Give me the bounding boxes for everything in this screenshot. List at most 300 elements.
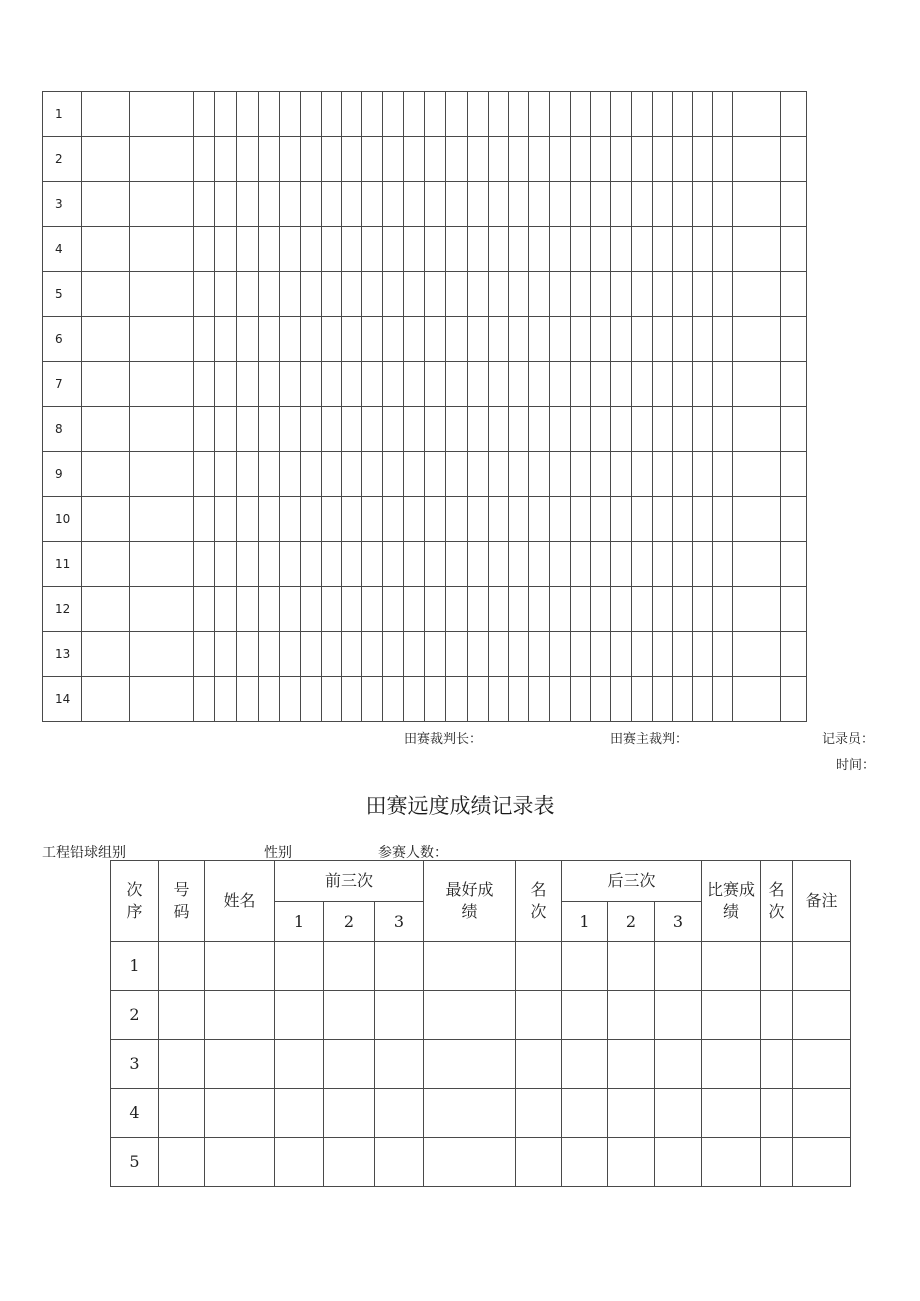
- record-cell[interactable]: [375, 1138, 424, 1187]
- record-cell[interactable]: [562, 1089, 608, 1138]
- grid-cell[interactable]: [468, 497, 489, 542]
- grid-cell[interactable]: [733, 182, 781, 227]
- grid-cell[interactable]: [673, 182, 693, 227]
- grid-cell[interactable]: [425, 362, 446, 407]
- grid-cell[interactable]: [550, 272, 571, 317]
- grid-cell[interactable]: [280, 407, 301, 452]
- grid-cell[interactable]: [611, 317, 632, 362]
- grid-cell[interactable]: [632, 182, 653, 227]
- grid-cell[interactable]: [130, 317, 194, 362]
- grid-cell[interactable]: [632, 272, 653, 317]
- record-cell[interactable]: [324, 942, 375, 991]
- record-cell[interactable]: [516, 991, 562, 1040]
- grid-cell[interactable]: [489, 407, 509, 452]
- record-cell[interactable]: [205, 991, 275, 1040]
- grid-cell[interactable]: [529, 452, 550, 497]
- record-cell[interactable]: [324, 1040, 375, 1089]
- grid-cell[interactable]: [342, 317, 362, 362]
- grid-cell[interactable]: [322, 362, 342, 407]
- grid-cell[interactable]: [713, 587, 733, 632]
- grid-cell[interactable]: [322, 677, 342, 722]
- grid-cell[interactable]: [591, 677, 611, 722]
- grid-cell[interactable]: [446, 497, 468, 542]
- grid-cell[interactable]: [693, 587, 713, 632]
- grid-cell[interactable]: [237, 182, 259, 227]
- grid-cell[interactable]: [550, 677, 571, 722]
- grid-cell[interactable]: [571, 542, 591, 587]
- grid-cell[interactable]: [383, 497, 404, 542]
- record-cell[interactable]: [793, 991, 851, 1040]
- grid-cell[interactable]: [425, 227, 446, 272]
- grid-cell[interactable]: [383, 542, 404, 587]
- grid-cell[interactable]: [342, 137, 362, 182]
- grid-cell[interactable]: [673, 272, 693, 317]
- record-cell[interactable]: [702, 991, 761, 1040]
- grid-cell[interactable]: [301, 407, 322, 452]
- grid-cell[interactable]: [693, 452, 713, 497]
- grid-cell[interactable]: [713, 227, 733, 272]
- grid-cell[interactable]: [280, 92, 301, 137]
- grid-cell[interactable]: [404, 137, 425, 182]
- grid-cell[interactable]: [82, 587, 130, 632]
- grid-cell[interactable]: [301, 272, 322, 317]
- grid-cell[interactable]: [529, 407, 550, 452]
- grid-cell[interactable]: [404, 407, 425, 452]
- grid-cell[interactable]: [611, 677, 632, 722]
- record-cell[interactable]: [324, 1138, 375, 1187]
- grid-cell[interactable]: [713, 182, 733, 227]
- grid-cell[interactable]: [591, 362, 611, 407]
- grid-cell[interactable]: [653, 137, 673, 182]
- grid-cell[interactable]: [237, 677, 259, 722]
- grid-cell[interactable]: [322, 587, 342, 632]
- grid-cell[interactable]: [130, 632, 194, 677]
- grid-cell[interactable]: [591, 227, 611, 272]
- grid-cell[interactable]: [383, 317, 404, 362]
- grid-cell[interactable]: [468, 632, 489, 677]
- grid-cell[interactable]: [383, 137, 404, 182]
- grid-cell[interactable]: [611, 497, 632, 542]
- grid-cell[interactable]: [215, 272, 237, 317]
- grid-cell[interactable]: [280, 587, 301, 632]
- grid-cell[interactable]: [733, 317, 781, 362]
- grid-cell[interactable]: [383, 272, 404, 317]
- grid-cell[interactable]: [632, 92, 653, 137]
- grid-cell[interactable]: [733, 137, 781, 182]
- grid-cell[interactable]: [468, 587, 489, 632]
- record-cell[interactable]: [793, 1040, 851, 1089]
- grid-cell[interactable]: [591, 632, 611, 677]
- record-cell[interactable]: [655, 991, 702, 1040]
- grid-cell[interactable]: [781, 182, 807, 227]
- grid-cell[interactable]: [446, 407, 468, 452]
- grid-cell[interactable]: [571, 272, 591, 317]
- record-cell[interactable]: [424, 991, 516, 1040]
- grid-cell[interactable]: [550, 362, 571, 407]
- grid-cell[interactable]: [237, 452, 259, 497]
- grid-cell[interactable]: [82, 407, 130, 452]
- grid-cell[interactable]: [733, 362, 781, 407]
- grid-cell[interactable]: [509, 92, 529, 137]
- record-cell[interactable]: [159, 1138, 205, 1187]
- grid-cell[interactable]: [571, 227, 591, 272]
- grid-cell[interactable]: [550, 587, 571, 632]
- record-cell[interactable]: [205, 1040, 275, 1089]
- grid-cell[interactable]: [713, 407, 733, 452]
- grid-cell[interactable]: [130, 182, 194, 227]
- grid-cell[interactable]: [322, 317, 342, 362]
- grid-cell[interactable]: [781, 137, 807, 182]
- record-cell[interactable]: [205, 942, 275, 991]
- record-cell[interactable]: [608, 942, 655, 991]
- grid-cell[interactable]: [693, 92, 713, 137]
- grid-cell[interactable]: [509, 542, 529, 587]
- grid-cell[interactable]: [130, 92, 194, 137]
- grid-cell[interactable]: [653, 407, 673, 452]
- grid-cell[interactable]: [237, 542, 259, 587]
- grid-cell[interactable]: [632, 137, 653, 182]
- grid-cell[interactable]: [215, 137, 237, 182]
- grid-cell[interactable]: [733, 272, 781, 317]
- grid-cell[interactable]: [653, 362, 673, 407]
- grid-cell[interactable]: [237, 497, 259, 542]
- grid-cell[interactable]: [82, 632, 130, 677]
- grid-cell[interactable]: [237, 362, 259, 407]
- grid-cell[interactable]: [130, 542, 194, 587]
- grid-cell[interactable]: [509, 677, 529, 722]
- grid-cell[interactable]: [194, 407, 215, 452]
- grid-cell[interactable]: [713, 272, 733, 317]
- grid-cell[interactable]: [301, 497, 322, 542]
- grid-cell[interactable]: [404, 92, 425, 137]
- grid-cell[interactable]: [237, 227, 259, 272]
- grid-cell[interactable]: [82, 362, 130, 407]
- grid-cell[interactable]: [404, 362, 425, 407]
- grid-cell[interactable]: [529, 182, 550, 227]
- grid-cell[interactable]: [632, 317, 653, 362]
- grid-cell[interactable]: [446, 587, 468, 632]
- grid-cell[interactable]: [383, 362, 404, 407]
- grid-cell[interactable]: [404, 182, 425, 227]
- grid-cell[interactable]: [591, 497, 611, 542]
- grid-cell[interactable]: [529, 632, 550, 677]
- record-cell[interactable]: [702, 1089, 761, 1138]
- grid-cell[interactable]: [713, 92, 733, 137]
- grid-cell[interactable]: [693, 362, 713, 407]
- record-cell[interactable]: [324, 1089, 375, 1138]
- grid-cell[interactable]: [693, 677, 713, 722]
- grid-cell[interactable]: [571, 632, 591, 677]
- grid-cell[interactable]: [322, 452, 342, 497]
- grid-cell[interactable]: [215, 632, 237, 677]
- grid-cell[interactable]: [673, 362, 693, 407]
- record-cell[interactable]: [159, 991, 205, 1040]
- grid-cell[interactable]: [362, 677, 383, 722]
- grid-cell[interactable]: [509, 362, 529, 407]
- grid-cell[interactable]: [404, 227, 425, 272]
- grid-cell[interactable]: [383, 227, 404, 272]
- grid-cell[interactable]: [529, 272, 550, 317]
- grid-cell[interactable]: [215, 587, 237, 632]
- grid-cell[interactable]: [781, 452, 807, 497]
- grid-cell[interactable]: [713, 632, 733, 677]
- grid-cell[interactable]: [733, 452, 781, 497]
- grid-cell[interactable]: [446, 137, 468, 182]
- grid-cell[interactable]: [301, 227, 322, 272]
- grid-cell[interactable]: [489, 182, 509, 227]
- grid-cell[interactable]: [342, 452, 362, 497]
- grid-cell[interactable]: [781, 542, 807, 587]
- grid-cell[interactable]: [591, 542, 611, 587]
- grid-cell[interactable]: [322, 542, 342, 587]
- grid-cell[interactable]: [509, 227, 529, 272]
- grid-cell[interactable]: [693, 182, 713, 227]
- grid-cell[interactable]: [489, 92, 509, 137]
- grid-cell[interactable]: [489, 137, 509, 182]
- record-cell[interactable]: [562, 942, 608, 991]
- grid-cell[interactable]: [673, 227, 693, 272]
- grid-cell[interactable]: [383, 407, 404, 452]
- grid-cell[interactable]: [653, 542, 673, 587]
- grid-cell[interactable]: [632, 587, 653, 632]
- grid-cell[interactable]: [673, 317, 693, 362]
- grid-cell[interactable]: [194, 677, 215, 722]
- record-cell[interactable]: [324, 991, 375, 1040]
- record-cell[interactable]: [655, 1040, 702, 1089]
- grid-cell[interactable]: [713, 542, 733, 587]
- grid-cell[interactable]: [611, 137, 632, 182]
- grid-cell[interactable]: [404, 272, 425, 317]
- grid-cell[interactable]: [653, 182, 673, 227]
- grid-cell[interactable]: [215, 452, 237, 497]
- record-cell[interactable]: [608, 1089, 655, 1138]
- grid-cell[interactable]: [194, 317, 215, 362]
- grid-cell[interactable]: [591, 587, 611, 632]
- grid-cell[interactable]: [130, 137, 194, 182]
- grid-cell[interactable]: [404, 632, 425, 677]
- grid-cell[interactable]: [215, 407, 237, 452]
- grid-cell[interactable]: [259, 272, 280, 317]
- record-cell[interactable]: [275, 991, 324, 1040]
- grid-cell[interactable]: [781, 272, 807, 317]
- grid-cell[interactable]: [362, 317, 383, 362]
- grid-cell[interactable]: [693, 272, 713, 317]
- grid-cell[interactable]: [383, 182, 404, 227]
- grid-cell[interactable]: [130, 452, 194, 497]
- grid-cell[interactable]: [673, 632, 693, 677]
- grid-cell[interactable]: [733, 542, 781, 587]
- grid-cell[interactable]: [611, 182, 632, 227]
- grid-cell[interactable]: [571, 407, 591, 452]
- grid-cell[interactable]: [425, 542, 446, 587]
- record-cell[interactable]: [761, 1089, 793, 1138]
- grid-cell[interactable]: [237, 272, 259, 317]
- grid-cell[interactable]: [781, 407, 807, 452]
- grid-cell[interactable]: [425, 407, 446, 452]
- grid-cell[interactable]: [713, 137, 733, 182]
- grid-cell[interactable]: [362, 272, 383, 317]
- grid-cell[interactable]: [425, 137, 446, 182]
- grid-cell[interactable]: [130, 587, 194, 632]
- grid-cell[interactable]: [259, 227, 280, 272]
- grid-cell[interactable]: [509, 137, 529, 182]
- grid-cell[interactable]: [489, 542, 509, 587]
- grid-cell[interactable]: [571, 317, 591, 362]
- grid-cell[interactable]: [733, 92, 781, 137]
- grid-cell[interactable]: [550, 632, 571, 677]
- grid-cell[interactable]: [693, 137, 713, 182]
- grid-cell[interactable]: [259, 452, 280, 497]
- grid-cell[interactable]: [194, 587, 215, 632]
- grid-cell[interactable]: [259, 542, 280, 587]
- grid-cell[interactable]: [446, 227, 468, 272]
- grid-cell[interactable]: [280, 182, 301, 227]
- grid-cell[interactable]: [529, 92, 550, 137]
- grid-cell[interactable]: [489, 632, 509, 677]
- grid-cell[interactable]: [215, 497, 237, 542]
- grid-cell[interactable]: [571, 452, 591, 497]
- grid-cell[interactable]: [301, 92, 322, 137]
- grid-cell[interactable]: [362, 137, 383, 182]
- grid-cell[interactable]: [713, 452, 733, 497]
- grid-cell[interactable]: [446, 362, 468, 407]
- grid-cell[interactable]: [611, 272, 632, 317]
- grid-cell[interactable]: [362, 92, 383, 137]
- grid-cell[interactable]: [342, 542, 362, 587]
- grid-cell[interactable]: [489, 497, 509, 542]
- grid-cell[interactable]: [781, 227, 807, 272]
- grid-cell[interactable]: [713, 497, 733, 542]
- grid-cell[interactable]: [215, 317, 237, 362]
- grid-cell[interactable]: [632, 542, 653, 587]
- grid-cell[interactable]: [383, 677, 404, 722]
- grid-cell[interactable]: [280, 677, 301, 722]
- grid-cell[interactable]: [733, 227, 781, 272]
- grid-cell[interactable]: [383, 92, 404, 137]
- grid-cell[interactable]: [425, 632, 446, 677]
- grid-cell[interactable]: [82, 452, 130, 497]
- record-cell[interactable]: [159, 942, 205, 991]
- grid-cell[interactable]: [468, 542, 489, 587]
- grid-cell[interactable]: [82, 317, 130, 362]
- record-cell[interactable]: [424, 1089, 516, 1138]
- grid-cell[interactable]: [237, 137, 259, 182]
- grid-cell[interactable]: [404, 587, 425, 632]
- grid-cell[interactable]: [550, 317, 571, 362]
- grid-cell[interactable]: [571, 137, 591, 182]
- grid-cell[interactable]: [362, 497, 383, 542]
- grid-cell[interactable]: [733, 632, 781, 677]
- grid-cell[interactable]: [404, 542, 425, 587]
- grid-cell[interactable]: [591, 452, 611, 497]
- grid-cell[interactable]: [130, 272, 194, 317]
- grid-cell[interactable]: [259, 182, 280, 227]
- grid-cell[interactable]: [322, 182, 342, 227]
- record-cell[interactable]: [761, 1138, 793, 1187]
- grid-cell[interactable]: [215, 227, 237, 272]
- grid-cell[interactable]: [653, 497, 673, 542]
- grid-cell[interactable]: [693, 317, 713, 362]
- grid-cell[interactable]: [342, 272, 362, 317]
- grid-cell[interactable]: [362, 407, 383, 452]
- grid-cell[interactable]: [259, 92, 280, 137]
- grid-cell[interactable]: [259, 317, 280, 362]
- record-cell[interactable]: [793, 1089, 851, 1138]
- grid-cell[interactable]: [280, 542, 301, 587]
- grid-cell[interactable]: [468, 182, 489, 227]
- grid-cell[interactable]: [591, 137, 611, 182]
- grid-cell[interactable]: [673, 497, 693, 542]
- grid-cell[interactable]: [509, 317, 529, 362]
- record-cell[interactable]: [562, 1138, 608, 1187]
- grid-cell[interactable]: [693, 407, 713, 452]
- grid-cell[interactable]: [322, 92, 342, 137]
- grid-cell[interactable]: [571, 497, 591, 542]
- grid-cell[interactable]: [215, 542, 237, 587]
- grid-cell[interactable]: [653, 92, 673, 137]
- grid-cell[interactable]: [693, 632, 713, 677]
- grid-cell[interactable]: [130, 227, 194, 272]
- grid-cell[interactable]: [194, 362, 215, 407]
- grid-cell[interactable]: [571, 92, 591, 137]
- grid-cell[interactable]: [342, 677, 362, 722]
- grid-cell[interactable]: [468, 452, 489, 497]
- grid-cell[interactable]: [550, 182, 571, 227]
- grid-cell[interactable]: [259, 497, 280, 542]
- grid-cell[interactable]: [301, 317, 322, 362]
- grid-cell[interactable]: [259, 677, 280, 722]
- grid-cell[interactable]: [362, 632, 383, 677]
- grid-cell[interactable]: [733, 407, 781, 452]
- grid-cell[interactable]: [673, 542, 693, 587]
- grid-cell[interactable]: [194, 227, 215, 272]
- grid-cell[interactable]: [425, 92, 446, 137]
- grid-cell[interactable]: [781, 587, 807, 632]
- grid-cell[interactable]: [673, 587, 693, 632]
- grid-cell[interactable]: [82, 542, 130, 587]
- grid-cell[interactable]: [781, 317, 807, 362]
- record-cell[interactable]: [702, 1040, 761, 1089]
- record-cell[interactable]: [275, 1040, 324, 1089]
- record-cell[interactable]: [375, 942, 424, 991]
- grid-cell[interactable]: [693, 227, 713, 272]
- record-cell[interactable]: [793, 1138, 851, 1187]
- grid-cell[interactable]: [571, 182, 591, 227]
- grid-cell[interactable]: [301, 677, 322, 722]
- grid-cell[interactable]: [301, 542, 322, 587]
- grid-cell[interactable]: [82, 677, 130, 722]
- grid-cell[interactable]: [509, 497, 529, 542]
- record-cell[interactable]: [761, 991, 793, 1040]
- grid-cell[interactable]: [489, 452, 509, 497]
- grid-cell[interactable]: [259, 362, 280, 407]
- grid-cell[interactable]: [468, 362, 489, 407]
- grid-cell[interactable]: [404, 677, 425, 722]
- grid-cell[interactable]: [280, 137, 301, 182]
- grid-cell[interactable]: [632, 227, 653, 272]
- grid-cell[interactable]: [673, 677, 693, 722]
- grid-cell[interactable]: [713, 317, 733, 362]
- grid-cell[interactable]: [322, 407, 342, 452]
- grid-cell[interactable]: [446, 182, 468, 227]
- grid-cell[interactable]: [529, 587, 550, 632]
- grid-cell[interactable]: [489, 272, 509, 317]
- grid-cell[interactable]: [194, 452, 215, 497]
- record-cell[interactable]: [655, 1089, 702, 1138]
- grid-cell[interactable]: [237, 407, 259, 452]
- grid-cell[interactable]: [591, 272, 611, 317]
- record-cell[interactable]: [655, 1138, 702, 1187]
